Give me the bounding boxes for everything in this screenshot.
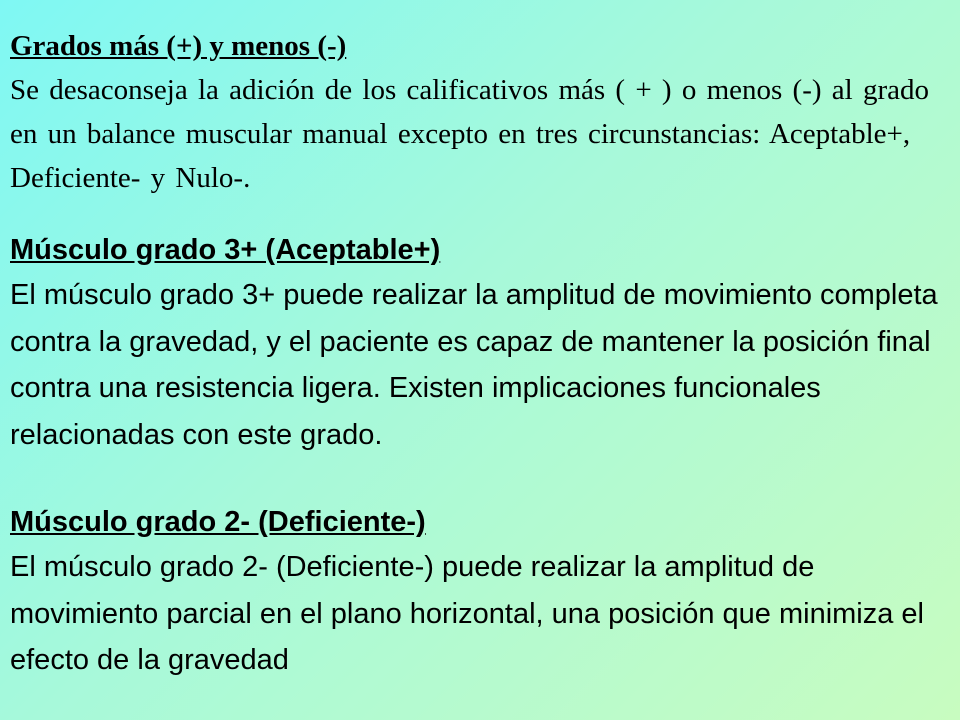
section-grado-2-minus <box>10 500 950 684</box>
section-body: Se desaconseja la adición de los calificativos más ( + ) o menos (-) al grado en un balance muscular manual excepto en tres circunstancias: Aceptable+, Deficiente- y Nulo-. <box>10 74 929 194</box>
section-title: Músculo grado 3+ (Aceptable+) <box>10 234 441 266</box>
section-grados-mas-menos <box>10 24 950 200</box>
section-body: El músculo grado 2- (Deficiente-) puede realizar la amplitud de movimiento parcial en el plano horizontal, una posición que minimiza el efecto de la gravedad <box>10 551 924 676</box>
section-grado-3-plus <box>10 228 950 458</box>
section-title: Grados más (+) y menos (-) <box>10 30 347 62</box>
section-title: Músculo grado 2- (Deficiente-) <box>10 506 426 538</box>
section-body: El músculo grado 3+ puede realizar la amplitud de movimiento completa contra la gravedad, y el paciente es capaz de mantener la posición final contra una resistencia ligera. Existen implicaciones funcionales relacionadas con este grado. <box>10 279 938 451</box>
